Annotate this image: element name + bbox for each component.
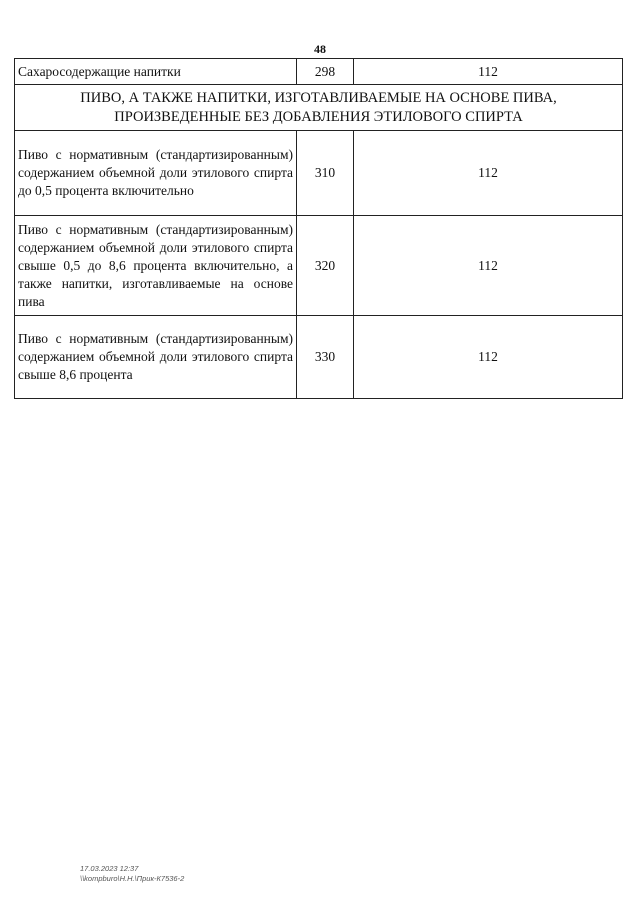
row-code: 320 xyxy=(297,216,354,316)
row-value: 112 xyxy=(354,316,623,399)
rates-table xyxy=(14,58,623,399)
row-name: Пиво с нормативным (стандартизированным) содержанием объемной доли этилового спирта свыше 8,6 процента xyxy=(15,316,297,399)
row-code: 330 xyxy=(297,316,354,399)
page-number: 48 xyxy=(314,42,326,56)
row-name: Пиво с нормативным (стандартизированным) содержанием объемной доли этилового спирта до 0,5 процента включительно xyxy=(15,131,297,216)
row-code: 310 xyxy=(297,131,354,216)
table-row xyxy=(15,316,623,399)
footer-timestamp: 17.03.2023 12:37 xyxy=(80,864,139,873)
row-value: 112 xyxy=(354,216,623,316)
section-header-row xyxy=(15,85,623,131)
row-value: 112 xyxy=(354,59,623,85)
section-header: ПИВО, А ТАКЖЕ НАПИТКИ, ИЗГОТАВЛИВАЕМЫЕ НА ОСНОВЕ ПИВА, ПРОИЗВЕДЕННЫЕ БЕЗ ДОБАВЛЕНИЯ ЭТИЛОВОГО СПИРТА xyxy=(15,85,623,131)
table-row xyxy=(15,216,623,316)
row-value: 112 xyxy=(354,131,623,216)
footer xyxy=(80,864,184,884)
table-row xyxy=(15,131,623,216)
row-code: 298 xyxy=(297,59,354,85)
row-name: Сахаросодержащие напитки xyxy=(15,59,297,85)
table-row xyxy=(15,59,623,85)
row-name: Пиво с нормативным (стандартизированным) содержанием объемной доли этилового спирта свыше 0,5 до 8,6 процента включительно, а также напитки, изготавливаемые на основе пива xyxy=(15,216,297,316)
footer-path: \\kompburo\Н.Н.\Прик-К7536-2 xyxy=(80,874,185,883)
